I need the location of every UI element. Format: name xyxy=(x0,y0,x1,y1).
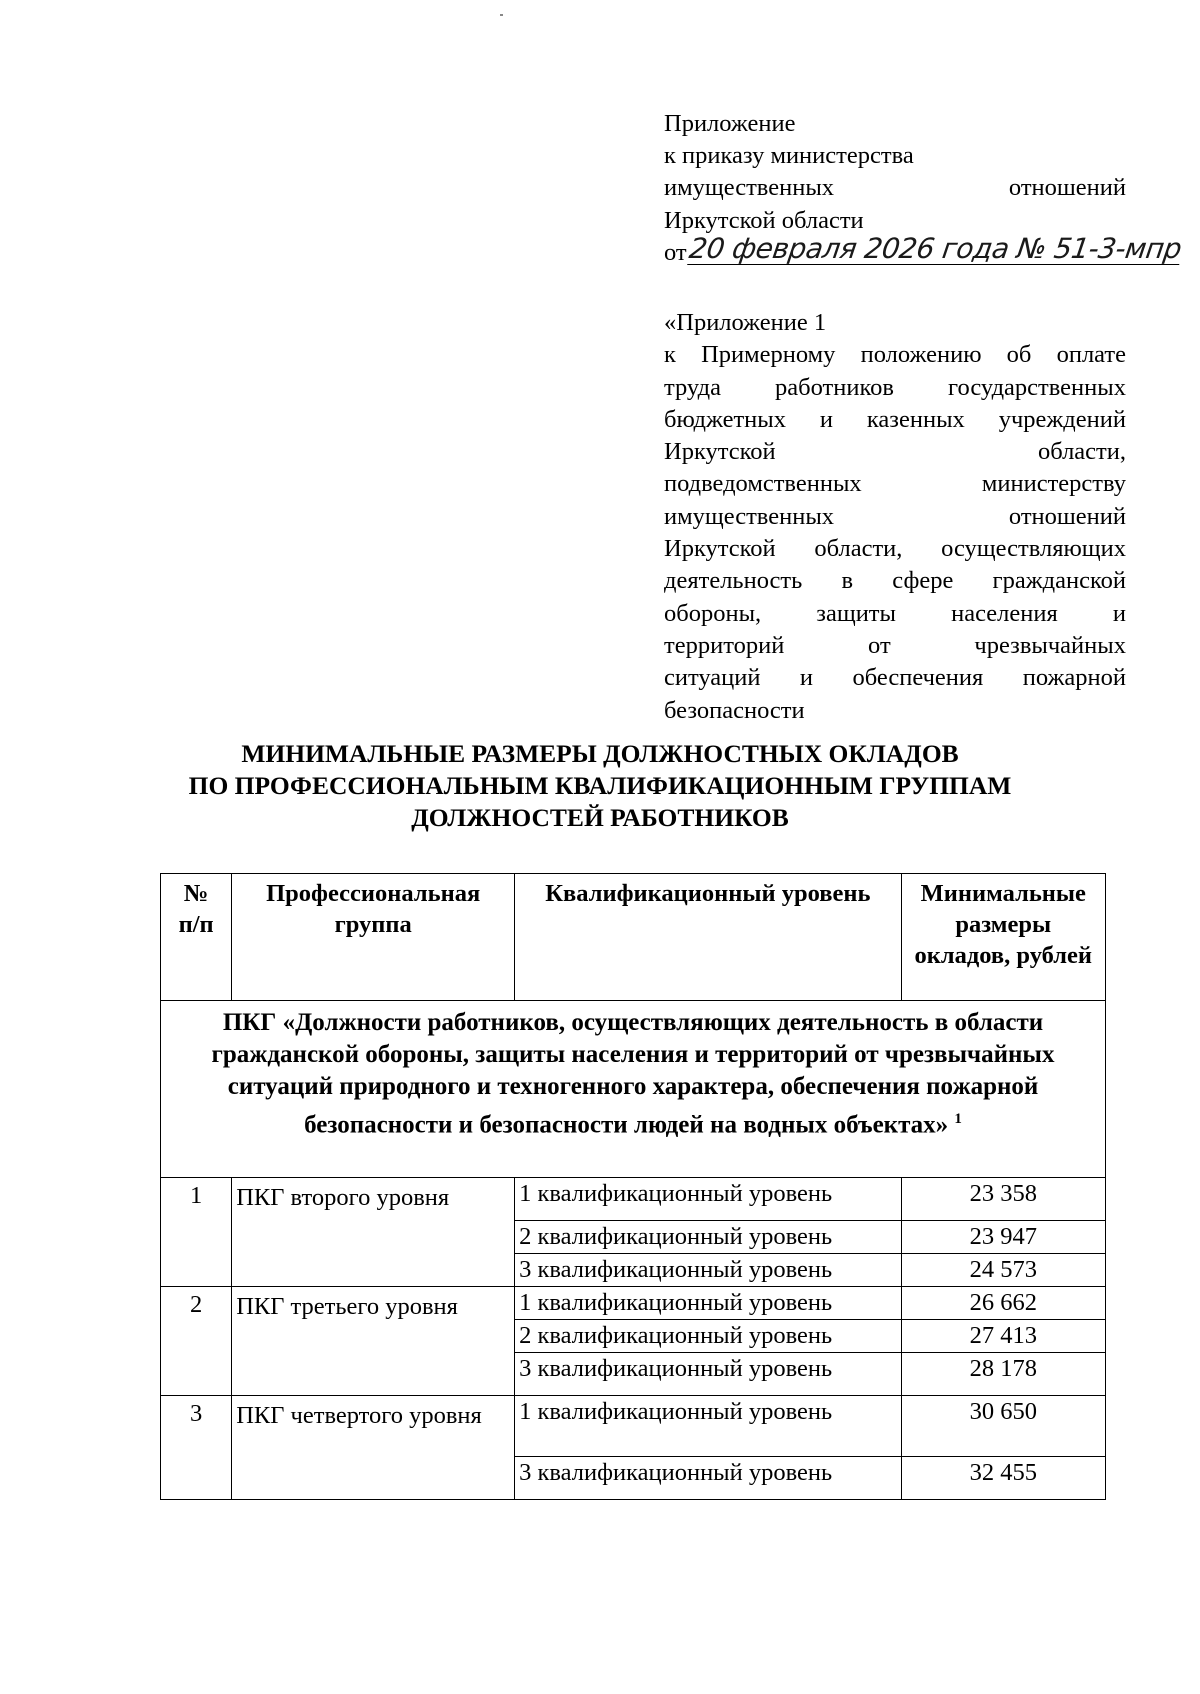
salary-value: 26 662 xyxy=(901,1287,1105,1320)
appendix-ministry-left: имущественных xyxy=(664,174,835,202)
order-prefix: от xyxy=(664,238,687,266)
table-header-row xyxy=(161,874,1106,1001)
appendix1-word: отношений xyxy=(1008,502,1126,530)
row-number: 1 xyxy=(161,1178,232,1287)
table-row xyxy=(161,1287,1106,1320)
handwritten-order-date-number: 20 февраля 2026 года № 51-3-мпр xyxy=(686,231,1184,265)
appendix1-word: территорий xyxy=(664,631,785,659)
appendix-ministry-line xyxy=(664,172,1126,204)
title-line-3: ДОЛЖНОСТЕЙ РАБОТНИКОВ xyxy=(411,803,789,832)
appendix1-line: ситуаций и обеспечения пожарной xyxy=(664,664,1126,692)
professional-group: ПКГ третьего уровня xyxy=(232,1287,515,1396)
qualification-level: 3 квалификационный уровень xyxy=(515,1353,901,1396)
appendix1-word: и xyxy=(1112,599,1126,627)
appendix-header xyxy=(664,108,1184,269)
appendix1-line xyxy=(664,630,1126,662)
appendix1-word: Иркутской xyxy=(664,438,776,466)
order-line xyxy=(664,231,1184,269)
salary-value: 28 178 xyxy=(901,1353,1105,1396)
qualification-level: 2 квалификационный уровень xyxy=(515,1221,901,1254)
appendix1-word: обороны, xyxy=(664,599,762,627)
table-row xyxy=(161,1178,1106,1221)
table-row xyxy=(161,1396,1106,1457)
appendix1-line: бюджетных и казенных учреждений xyxy=(664,405,1126,433)
appendix1-line: Иркутской области, осуществляющих xyxy=(664,535,1126,563)
appendix1-word: от xyxy=(868,631,891,659)
qualification-level: 1 квалификационный уровень xyxy=(515,1287,901,1320)
appendix1-line xyxy=(664,501,1126,533)
document-title xyxy=(100,738,1100,834)
qualification-level: 3 квалификационный уровень xyxy=(515,1457,901,1500)
qualification-level: 2 квалификационный уровень xyxy=(515,1320,901,1353)
appendix1-line: к Примерному положению об оплате xyxy=(664,341,1126,369)
row-number: 2 xyxy=(161,1287,232,1396)
pkg-footnote: 1 xyxy=(954,1111,962,1127)
appendix-title: Приложение xyxy=(664,110,796,137)
appendix-region: Иркутской области xyxy=(664,206,864,234)
qualification-level: 1 квалификационный уровень xyxy=(515,1178,901,1221)
appendix1-line xyxy=(664,598,1126,630)
title-line-2: ПО ПРОФЕССИОНАЛЬНЫМ КВАЛИФИКАЦИОННЫМ ГРУППАМ xyxy=(188,771,1012,800)
appendix1-block xyxy=(664,307,1126,727)
appendix1-line xyxy=(664,436,1126,468)
appendix1-word: области, xyxy=(1037,438,1126,466)
salary-value: 27 413 xyxy=(901,1320,1105,1353)
header-level: Квалификационный уровень xyxy=(515,874,901,1001)
appendix1-word: чрезвычайных xyxy=(974,631,1126,659)
appendix-order-ref: к приказу министерства xyxy=(664,142,914,170)
header-salary: Минимальные размеры окладов, рублей xyxy=(901,874,1105,1001)
salary-value: 30 650 xyxy=(901,1396,1105,1457)
pkg-title-row xyxy=(161,1001,1106,1178)
scan-speck xyxy=(500,14,503,16)
appendix1-line: труда работников государственных xyxy=(664,373,1126,401)
appendix1-line: безопасности xyxy=(664,696,805,724)
salary-table xyxy=(160,873,1106,1500)
appendix-ministry-right: отношений xyxy=(1008,174,1126,202)
qualification-level: 3 квалификационный уровень xyxy=(515,1254,901,1287)
header-num: № п/п xyxy=(161,874,232,1001)
title-line-1: МИНИМАЛЬНЫЕ РАЗМЕРЫ ДОЛЖНОСТНЫХ ОКЛАДОВ xyxy=(241,739,959,768)
qualification-level: 1 квалификационный уровень xyxy=(515,1396,901,1457)
appendix1-line xyxy=(664,468,1126,500)
row-number: 3 xyxy=(161,1396,232,1500)
appendix1-word: подведомственных xyxy=(664,470,862,498)
salary-value: 23 947 xyxy=(901,1221,1105,1254)
pkg-title: ПКГ «Должности работников, осуществляющих деятельность в области гражданской обороны, защиты населения и территорий от чрезвычайных ситуаций природного и техногенного характера, обеспечения пожарной безопасности и безопасности людей на водных объектах» $^1$ xyxy=(161,1001,1106,1178)
appendix1-word: защиты xyxy=(816,599,896,627)
professional-group: ПКГ второго уровня xyxy=(232,1178,515,1287)
salary-value: 23 358 xyxy=(901,1178,1105,1221)
appendix1-word: населения xyxy=(951,599,1058,627)
appendix1-word: министерству xyxy=(981,470,1126,498)
appendix1-line: деятельность в сфере гражданской xyxy=(664,567,1126,595)
salary-value: 24 573 xyxy=(901,1254,1105,1287)
appendix1-line: «Приложение 1 xyxy=(664,309,827,336)
salary-value: 32 455 xyxy=(901,1457,1105,1500)
header-group: Профессиональная группа xyxy=(232,874,515,1001)
professional-group: ПКГ четвертого уровня xyxy=(232,1396,515,1500)
appendix1-word: имущественных xyxy=(664,502,835,530)
